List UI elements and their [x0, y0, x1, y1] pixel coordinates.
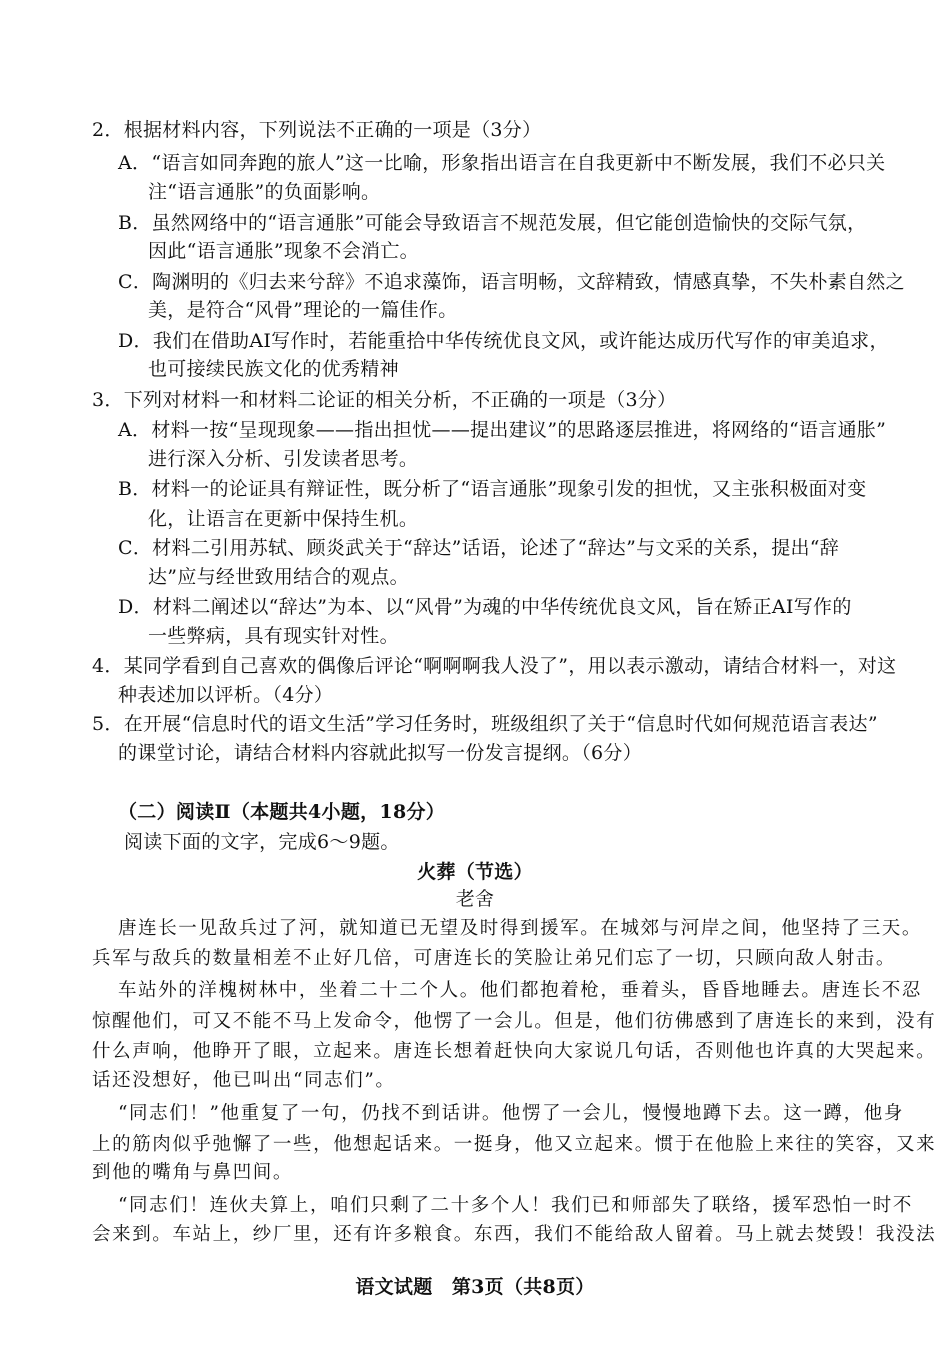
question-3-option-b-cont: 化，让语言在更新中保持生机。	[148, 508, 419, 530]
question-2-option-a: A．“语言如同奔跑的旅人”这一比喻，形象指出语言在自我更新中不断发展，我们不必只关	[118, 152, 886, 174]
question-5-stem: 5．在开展“信息时代的语文生活”学习任务时，班级组织了关于“信息时代如何规范语言表达”	[92, 713, 878, 735]
passage-author: 老舍	[455, 888, 495, 910]
passage-line: 会来到。车站上，纱厂里，还有许多粮食。东西，我们不能给敌人留着。马上就去焚毁！我没法	[92, 1224, 937, 1245]
question-2-stem: 2．根据材料内容，下列说法不正确的一项是（3分）	[92, 119, 542, 141]
question-2-option-c-cont: 美，是符合“风骨”理论的一篇佳作。	[148, 299, 458, 321]
passage-line: “同志们！”他重复了一句，仍找不到话讲。他愣了一会儿，慢慢地蹲下去。这一蹲，他身	[118, 1103, 904, 1124]
passage-line: 到他的嘴角与鼻凹间。	[92, 1162, 294, 1183]
question-2-option-b: B．虽然网络中的“语言通胀”可能会导致语言不规范发展，但它能创造愉快的交际气氛，	[118, 212, 867, 234]
question-3-option-a-cont: 进行深入分析、引发读者思考。	[148, 448, 419, 470]
question-4-stem: 4．某同学看到自己喜欢的偶像后评论“啊啊啊我人没了”，用以表示激动，请结合材料一，对这	[92, 655, 897, 677]
question-3-option-d-cont: 一些弊病，具有现实针对性。	[148, 625, 399, 647]
question-3-option-d: D．材料二阐述以“辞达”为本、以“风骨”为魂的中华传统优良文风，旨在矫正AI写作的	[118, 596, 852, 618]
passage-line: 上的筋肉似乎弛懈了一些，他想起话来。一挺身，他又立起来。惯于在他脸上来往的笑容，又来	[92, 1134, 937, 1155]
question-3-option-b: B．材料一的论证具有辩证性，既分析了“语言通胀”现象引发的担忧，又主张积极面对变	[118, 478, 867, 500]
section-heading: （二）阅读Ⅱ（本题共4小题，18分）	[118, 801, 446, 823]
question-2-option-d-cont: 也可接续民族文化的优秀精神	[148, 358, 399, 380]
passage-line: 车站外的洋槐树林中，坐着二十二个人。他们都抱着枪，垂着头，昏昏地睡去。唐连长不忍	[118, 980, 923, 1001]
passage-line: 惊醒他们，可又不能不马上发命令，他愣了一会儿。但是，他们彷佛感到了唐连长的来到，没有	[92, 1011, 937, 1032]
question-2-option-d: D．我们在借助AI写作时，若能重拾中华传统优良文风，或许能达成历代写作的审美追求，	[118, 330, 889, 352]
question-5-stem-cont: 的课堂讨论，请结合材料内容就此拟写一份发言提纲。（6分）	[118, 742, 642, 764]
question-4-stem-cont: 种表述加以评析。（4分）	[118, 684, 334, 706]
question-2-option-a-cont: 注“语言通胀”的负面影响。	[148, 181, 381, 203]
passage-line: 兵军与敌兵的数量相差不止好几倍，可唐连长的笑脸让弟兄们忘了一切，只顾向敌人射击。	[92, 948, 897, 969]
passage-line: 唐连长一见敌兵过了河，就知道已无望及时得到援军。在城郊与河岸之间，他坚持了三天。	[118, 918, 923, 939]
passage-title: 火葬（节选）	[417, 861, 533, 883]
section-instruction: 阅读下面的文字，完成6～9题。	[124, 831, 400, 853]
question-3-option-c-cont: 达”应与经世致用结合的观点。	[148, 566, 409, 588]
question-3-option-c: C．材料二引用苏轼、顾炎武关于“辞达”话语，论述了“辞达”与文采的关系，提出“辞	[118, 537, 840, 559]
passage-line: 什么声响，他睁开了眼，立起来。唐连长想着赶快向大家说几句话，否则他也许真的大哭起来。	[92, 1041, 937, 1062]
passage-line: “同志们！连伙夫算上，咱们只剩了二十多个人！我们已和师部失了联络，援军恐怕一时不	[118, 1195, 913, 1216]
question-3-stem: 3．下列对材料一和材料二论证的相关分析，不正确的一项是（3分）	[92, 389, 677, 411]
page-footer: 语文试题 第3页（共8页）	[355, 1276, 595, 1298]
question-2-option-b-cont: 因此“语言通胀”现象不会消亡。	[148, 240, 419, 262]
question-2-option-c: C．陶渊明的《归去来兮辞》不追求藻饰，语言明畅，文辞精致，情感真挚，不失朴素自然之	[118, 271, 905, 293]
question-3-option-a: A．材料一按“呈现现象——指出担忧——提出建议”的思路逐层推进，将网络的“语言通胀”	[118, 419, 887, 441]
passage-line: 话还没想好，他已叫出“同志们”。	[92, 1070, 396, 1091]
